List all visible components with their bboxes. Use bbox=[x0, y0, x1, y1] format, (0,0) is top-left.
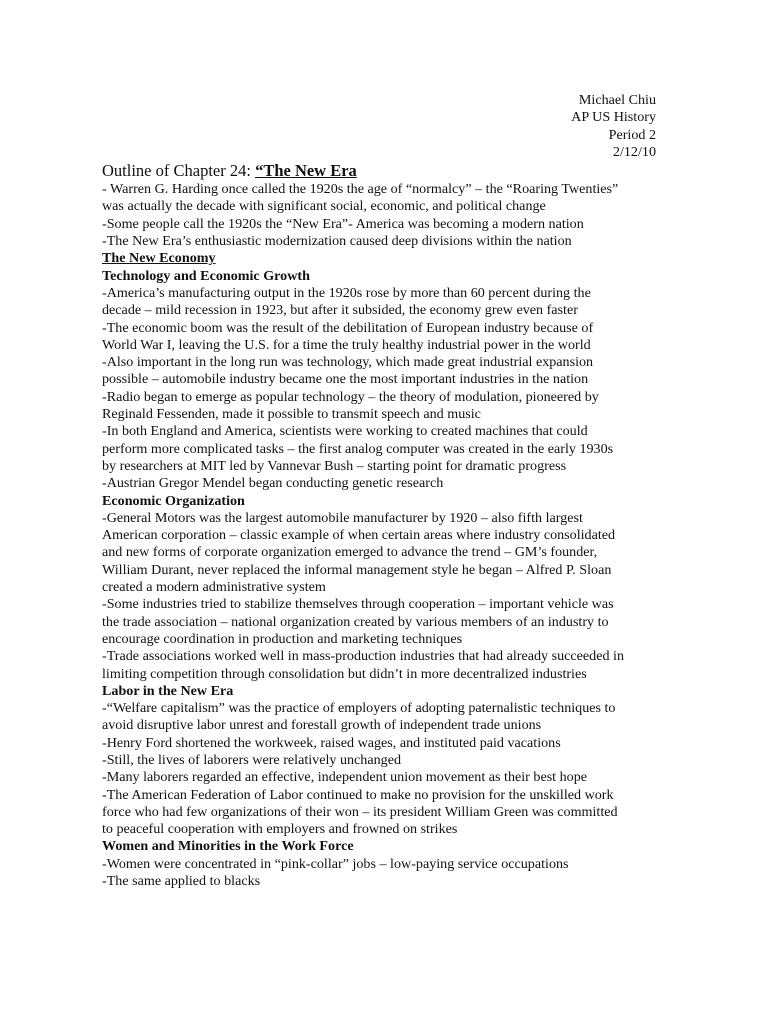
text-line: -Austrian Gregor Mendel began conducting genetic research bbox=[102, 475, 444, 492]
outline-point bbox=[102, 700, 664, 735]
course-name: AP US History bbox=[571, 109, 656, 126]
text-line: encourage coordination in production and marketing techniques bbox=[102, 630, 463, 647]
text-line: American corporation – classic example of when certain areas where industry consolidated bbox=[102, 527, 616, 544]
document-header bbox=[102, 92, 664, 161]
text-line: -Many laborers regarded an effective, independent union movement as their best hope bbox=[102, 769, 588, 786]
document-date: 2/12/10 bbox=[612, 143, 656, 160]
author-name: Michael Chiu bbox=[578, 92, 656, 108]
outline-point bbox=[102, 320, 664, 355]
text-line: the trade association – national organization created by various members of an industry to bbox=[102, 613, 609, 630]
outline-point bbox=[102, 596, 664, 648]
text-line: -Trade associations worked well in mass-production industries that had already succeeded in bbox=[102, 648, 624, 665]
subsection-heading: Women and Minorities in the Work Force bbox=[102, 838, 354, 855]
outline-point bbox=[102, 233, 664, 250]
text-line: -Henry Ford shortened the workweek, raised wages, and instituted paid vacations bbox=[102, 734, 561, 751]
text-line: was actually the decade with significant social, economic, and political change bbox=[102, 198, 546, 215]
text-line: perform more complicated tasks – the first analog computer was created in the early 1930s bbox=[102, 440, 614, 457]
section-heading: The New Economy bbox=[102, 250, 216, 267]
text-line: -America’s manufacturing output in the 1920s rose by more than 60 percent during the bbox=[102, 284, 591, 301]
outline-point bbox=[102, 354, 664, 389]
outline-point bbox=[102, 423, 664, 475]
text-line: -The American Federation of Labor continued to make no provision for the unskilled work bbox=[102, 786, 614, 803]
text-line: possible – automobile industry became one the most important industries in the nation bbox=[102, 371, 589, 388]
text-line: force who had few organizations of their won – its president William Green was committed bbox=[102, 803, 618, 820]
text-line: decade – mild recession in 1923, but after it subsided, the economy grew even faster bbox=[102, 302, 578, 319]
text-line: by researchers at MIT led by Vannevar Bush – starting point for dramatic progress bbox=[102, 457, 567, 474]
outline-point bbox=[102, 735, 664, 752]
outline-point bbox=[102, 769, 664, 786]
outline-point bbox=[102, 873, 664, 890]
text-line: avoid disruptive labor unrest and forestall growth of independent trade unions bbox=[102, 717, 542, 734]
outline-point bbox=[102, 510, 664, 596]
subsection-heading: Economic Organization bbox=[102, 492, 245, 509]
text-line: to peaceful cooperation with employers and frowned on strikes bbox=[102, 821, 458, 838]
text-line: -Still, the lives of laborers were relatively unchanged bbox=[102, 751, 401, 768]
text-line: William Durant, never replaced the informal management style he began – Alfred P. Sloan bbox=[102, 561, 612, 578]
outline-point bbox=[102, 856, 664, 873]
outline-point bbox=[102, 475, 664, 492]
text-line: -“Welfare capitalism” was the practice of employers of adopting paternalistic techniques to bbox=[102, 700, 616, 717]
subsection-heading: Labor in the New Era bbox=[102, 682, 234, 699]
class-period: Period 2 bbox=[608, 126, 656, 143]
outline-point bbox=[102, 181, 664, 216]
title-prefix: Outline of Chapter 24: bbox=[102, 161, 256, 181]
text-line: -The New Era’s enthusiastic modernization caused deep divisions within the nation bbox=[102, 233, 572, 250]
subsection-heading: Technology and Economic Growth bbox=[102, 267, 310, 284]
text-line: - Warren G. Harding once called the 1920s the age of “normalcy” – the “Roaring Twenties” bbox=[102, 181, 619, 198]
outline-point bbox=[102, 752, 664, 769]
text-line: limiting competition through consolidation but didn’t in more decentralized industries bbox=[102, 665, 587, 682]
text-line: -The economic boom was the result of the debilitation of European industry because of bbox=[102, 319, 594, 336]
outline-point bbox=[102, 787, 664, 839]
text-line: and new forms of corporate organization emerged to advance the trend – GM’s founder, bbox=[102, 544, 598, 561]
text-line: -General Motors was the largest automobile manufacturer by 1920 – also fifth largest bbox=[102, 509, 583, 526]
text-line: World War I, leaving the U.S. for a time the truly healthy industrial power in the world bbox=[102, 336, 591, 353]
text-line: -Women were concentrated in “pink-collar” jobs – low-paying service occupations bbox=[102, 855, 569, 872]
chapter-name: “The New Era bbox=[255, 161, 357, 181]
text-line: -In both England and America, scientists were working to created machines that could bbox=[102, 423, 588, 440]
outline-point bbox=[102, 389, 664, 424]
text-line: -Some industries tried to stabilize themselves through cooperation – important vehicle was bbox=[102, 596, 614, 613]
outline-point bbox=[102, 216, 664, 233]
text-line: Reginald Fessenden, made it possible to transmit speech and music bbox=[102, 406, 481, 423]
text-line: -Also important in the long run was technology, which made great industrial expansion bbox=[102, 354, 594, 371]
outline-point bbox=[102, 648, 664, 683]
outline-body bbox=[102, 181, 664, 890]
outline-point bbox=[102, 285, 664, 320]
text-line: -Radio began to emerge as popular technology – the theory of modulation, pioneered by bbox=[102, 388, 599, 405]
text-line: created a modern administrative system bbox=[102, 579, 326, 596]
document-title bbox=[102, 161, 664, 181]
text-line: -Some people call the 1920s the “New Era”- America was becoming a modern nation bbox=[102, 215, 584, 232]
text-line: -The same applied to blacks bbox=[102, 873, 261, 890]
